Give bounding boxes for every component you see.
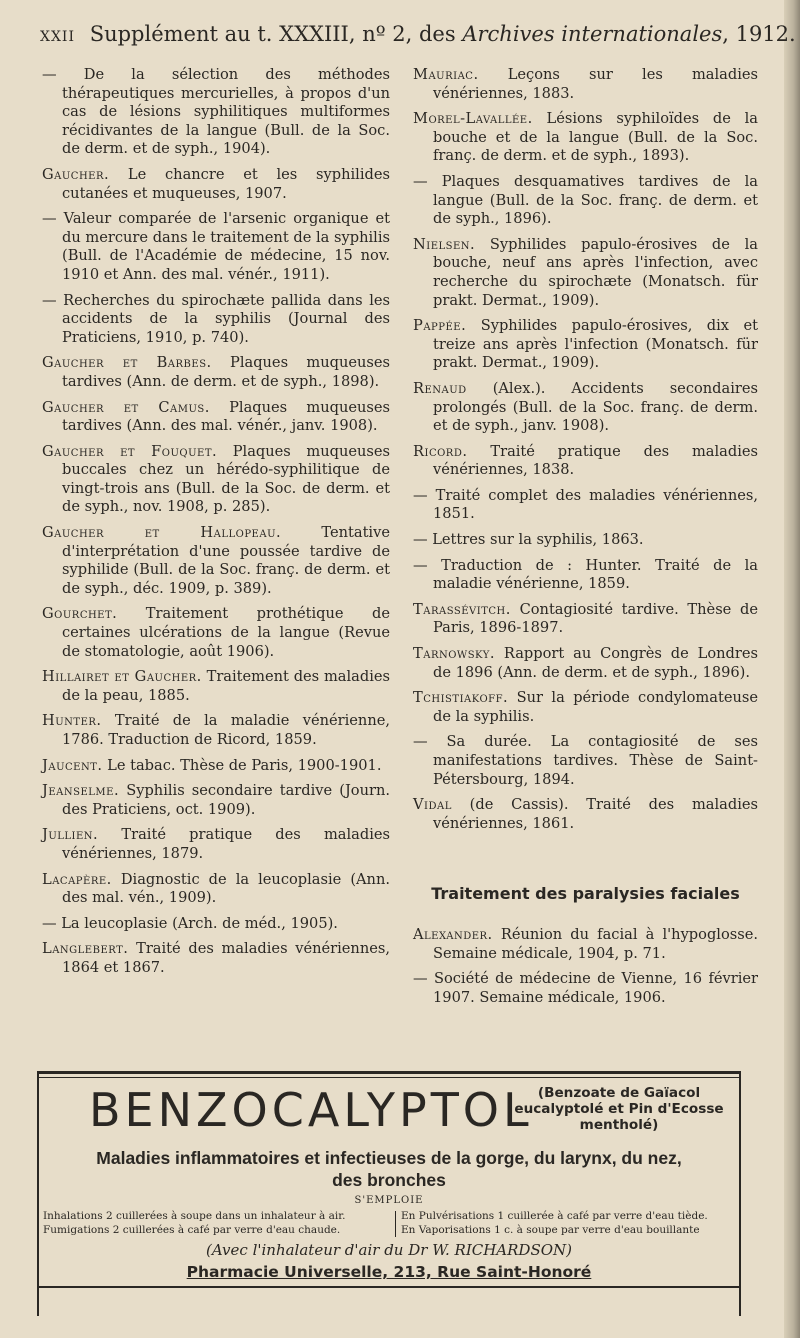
reference-author: Jaucent. xyxy=(42,756,103,774)
ad-usage-item: Fumigations 2 cuillerées à café par verre d'eau chaude. xyxy=(43,1224,341,1236)
reference-entry xyxy=(42,605,390,661)
reference-text: — Sa durée. La contagiosité de ses manifestations tardives. Thèse de Saint-Pétersbourg, 1894. xyxy=(413,733,758,788)
reference-entry xyxy=(42,940,390,977)
left-column xyxy=(42,66,390,985)
reference-text: Plaques muqueuses tardives (Ann. de derm. et de syph., 1898). xyxy=(62,354,390,390)
reference-text: Traité de la maladie vénérienne, 1786. Traduction de Ricord, 1859. xyxy=(62,712,390,748)
reference-entry xyxy=(42,915,390,934)
reference-text: Contagiosité tardive. Thèse de Paris, 1896-1897. xyxy=(433,600,758,637)
reference-entry xyxy=(413,66,758,103)
reference-text: Syphilis secondaire tardive (Journ. des Praticiens, oct. 1909). xyxy=(62,782,390,818)
reference-author: Gaucher. xyxy=(42,165,110,183)
ad-brand: BENZOCALYPTOL xyxy=(89,1083,533,1137)
reference-author: Ricord. xyxy=(413,442,468,460)
ad-usage-item: En Vaporisations 1 c. à soupe par verre d'eau bouillante xyxy=(401,1224,700,1236)
ad-formula-line: (Benzoate de Gaïacol xyxy=(537,1085,701,1101)
reference-entry xyxy=(413,601,758,638)
reference-author: Alexander. xyxy=(413,925,493,943)
reference-entry xyxy=(42,399,390,436)
reference-text: Le tabac. Thèse de Paris, 1900-1901. xyxy=(102,756,382,774)
reference-entry xyxy=(413,557,758,594)
reference-text: Leçons sur les maladies vénériennes, 1883. xyxy=(433,66,758,102)
reference-text: Plaques muqueuses buccales chez un hérédo-syphilitique de vingt-trois ans (Bull. de la Soc. de derm. et de syph., nov. 1908, p. 285). xyxy=(62,442,390,516)
reference-text: Traité pratique des maladies vénériennes, 1838. xyxy=(433,442,758,479)
ad-bottom-rule xyxy=(39,1286,739,1288)
reference-author: Mauriac. xyxy=(413,66,479,83)
reference-entry xyxy=(42,782,390,819)
reference-author: Gaucher et Hallopeau. xyxy=(42,524,282,542)
ad-usage-item: Inhalations 2 cuillerées à soupe dans un inhalateur à air. xyxy=(43,1210,346,1222)
reference-text: Plaques muqueuses tardives (Ann. des mal. vénér., janv. 1908). xyxy=(62,398,390,435)
reference-text: — La leucoplasie (Arch. de méd., 1905). xyxy=(42,914,338,932)
reference-entry xyxy=(413,110,758,166)
reference-entry xyxy=(413,443,758,480)
reference-text: — Traduction de : Hunter. Traité de la maladie vénérienne, 1859. xyxy=(413,556,758,593)
section-title: Traitement des paralysies faciales xyxy=(431,884,740,904)
reference-author: Jeanselme. xyxy=(42,782,120,800)
reference-author: Langlebert. xyxy=(42,940,129,958)
reference-author: Tchistiakoff. xyxy=(413,689,509,707)
reference-text: — Plaques desquamatives tardives de la langue (Bull. de la Soc. franç. de derm. et de syph., 1896). xyxy=(413,172,758,228)
page-edge-shadow xyxy=(784,0,800,1338)
reference-text: Lésions syphiloïdes de la bouche et de la langue (Bull. de la Soc. franç. de derm. et de syph., 1893). xyxy=(433,110,758,165)
running-header xyxy=(40,22,796,56)
right-references xyxy=(413,66,758,833)
reference-entry xyxy=(413,796,758,833)
ad-indications xyxy=(39,1147,739,1191)
reference-text: Le chancre et les syphilides cutanées et muqueuses, 1907. xyxy=(62,165,390,202)
reference-entry xyxy=(413,487,758,524)
advertisement xyxy=(37,1071,741,1316)
reference-text: — Recherches du spirochæte pallida dans les accidents de la syphilis (Journal des Praticiens, 1910, p. 740). xyxy=(42,291,390,346)
header-year: , 1912. xyxy=(722,22,796,46)
reference-entry xyxy=(42,210,390,284)
header-text: Supplément au t. XXXIII, nº 2, des xyxy=(89,22,456,46)
reference-text: Traitement des maladies de la peau, 1885. xyxy=(62,668,390,704)
reference-author: Hunter. xyxy=(42,712,102,730)
ad-indication-line: des bronches xyxy=(332,1170,446,1190)
reference-text: Syphilides papulo-érosives, dix et treize ans après l'infection (Monatsch. für prakt. Dermat., 1909). xyxy=(433,317,758,372)
reference-author: Gourchet. xyxy=(42,605,118,623)
reference-text: (de Cassis). Traité des maladies vénériennes, 1861. xyxy=(433,796,758,832)
reference-entry xyxy=(413,531,758,550)
reference-text: (Alex.). Accidents secondaires prolongés (Bull. de la Soc. franç. de derm. et de syph., janv. 1908). xyxy=(433,379,758,435)
reference-author: Jullien. xyxy=(42,826,99,844)
reference-author: Renaud xyxy=(413,379,467,397)
page-number: XXII xyxy=(40,29,75,45)
ad-top-rule xyxy=(39,1071,739,1074)
right-column xyxy=(413,66,758,1014)
reference-entry xyxy=(413,645,758,682)
reference-entry xyxy=(413,733,758,789)
reference-author: Vidal xyxy=(413,796,452,814)
reference-text: Traité pratique des maladies vénériennes, 1879. xyxy=(62,826,390,862)
reference-author: Gaucher et Barbes. xyxy=(42,354,212,372)
ad-usage-item: En Pulvérisations 1 cuillerée à café par verre d'eau tiède. xyxy=(401,1210,708,1222)
reference-entry xyxy=(413,689,758,726)
reference-entry xyxy=(413,380,758,436)
reference-text: Syphilides papulo-érosives de la bouche, neuf ans après l'infection, avec recherche du spirochæte (Monatsch. für prakt. Dermat., 1909). xyxy=(433,235,758,309)
reference-entry xyxy=(413,236,758,310)
reference-entry xyxy=(42,166,390,203)
ad-usage-divider xyxy=(395,1211,396,1237)
reference-text: Diagnostic de la leucoplasie (Ann. des mal. vén., 1909). xyxy=(62,870,390,907)
journal-title: Archives internationales xyxy=(462,22,723,46)
reference-entry xyxy=(42,292,390,348)
right-references-section xyxy=(413,926,758,1007)
reference-entry xyxy=(42,354,390,391)
reference-entry xyxy=(413,317,758,373)
reference-entry xyxy=(42,826,390,863)
reference-author: Tarnowsky. xyxy=(413,645,496,663)
reference-author: Hillairet et Gaucher. xyxy=(42,668,202,686)
reference-entry xyxy=(42,66,390,159)
reference-entry xyxy=(42,871,390,908)
reference-author: Nielsen. xyxy=(413,235,476,253)
reference-entry xyxy=(42,668,390,705)
reference-text: Traité des maladies vénériennes, 1864 et 1867. xyxy=(62,940,390,976)
reference-author: Morel-Lavallée. xyxy=(413,110,533,128)
reference-author: Gaucher et Fouquet. xyxy=(42,442,218,460)
reference-entry xyxy=(42,524,390,598)
reference-text: — Société de médecine de Vienne, 16 février 1907. Semaine médicale, 1906. xyxy=(413,970,758,1006)
reference-text: Tentative d'interprétation d'une poussée tardive de syphilide (Bull. de la Soc. franç. de derm. et de syph., déc. 1909, p. 389). xyxy=(62,524,390,597)
reference-author: Tarassévitch. xyxy=(413,600,511,618)
ad-top-rule-thin xyxy=(39,1077,739,1078)
reference-text: Rapport au Congrès de Londres de 1896 (Ann. de derm. et de syph., 1896). xyxy=(433,645,758,681)
reference-entry xyxy=(413,173,758,229)
reference-author: Lacapère. xyxy=(42,870,112,888)
ad-formula-line: mentholé) xyxy=(579,1117,659,1133)
reference-text: — Lettres sur la syphilis, 1863. xyxy=(413,531,644,549)
reference-text: Traitement prothétique de certaines ulcérations de la langue (Revue de stomatologie, août 1906). xyxy=(62,605,390,660)
reference-text: — De la sélection des méthodes thérapeutiques mercurielles, à propos d'un cas de lésions syphilitiques multiformes récidivantes de la langue (Bull. de la Soc. de derm. et de syph., 1904). xyxy=(42,66,390,158)
reference-entry xyxy=(413,926,758,963)
reference-entry xyxy=(413,970,758,1007)
reference-entry xyxy=(42,757,390,776)
reference-text: — Valeur comparée de l'arsenic organique et du mercure dans le traitement de la syphilis (Bull. de l'Académie de médecine, 15 nov. 1910 et Ann. des mal. vénér., 1911). xyxy=(42,210,390,283)
reference-author: Gaucher et Camus. xyxy=(42,398,210,416)
ad-usage-heading: S'EMPLOIE xyxy=(354,1195,424,1206)
reference-text: Réunion du facial à l'hypoglosse. Semaine médicale, 1904, p. 71. xyxy=(433,925,758,962)
reference-author: Pappée. xyxy=(413,317,467,335)
ad-formula xyxy=(504,1085,734,1133)
reference-text: Sur la période condylomateuse de la syphilis. xyxy=(433,689,758,725)
reference-text: — Traité complet des maladies vénériennes, 1851. xyxy=(413,486,758,523)
ad-inhaler-note: (Avec l'inhalateur d'air du Dr W. RICHARDSON) xyxy=(205,1241,573,1259)
reference-entry xyxy=(42,712,390,749)
ad-formula-line: eucalyptolé et Pin d'Ecosse xyxy=(514,1101,724,1117)
ad-pharmacy: Pharmacie Universelle, 213, Rue Saint-Honoré xyxy=(186,1263,592,1281)
reference-entry xyxy=(42,443,390,517)
ad-indication-line: Maladies inflammatoires et infectieuses de la gorge, du larynx, du nez, xyxy=(96,1148,682,1168)
